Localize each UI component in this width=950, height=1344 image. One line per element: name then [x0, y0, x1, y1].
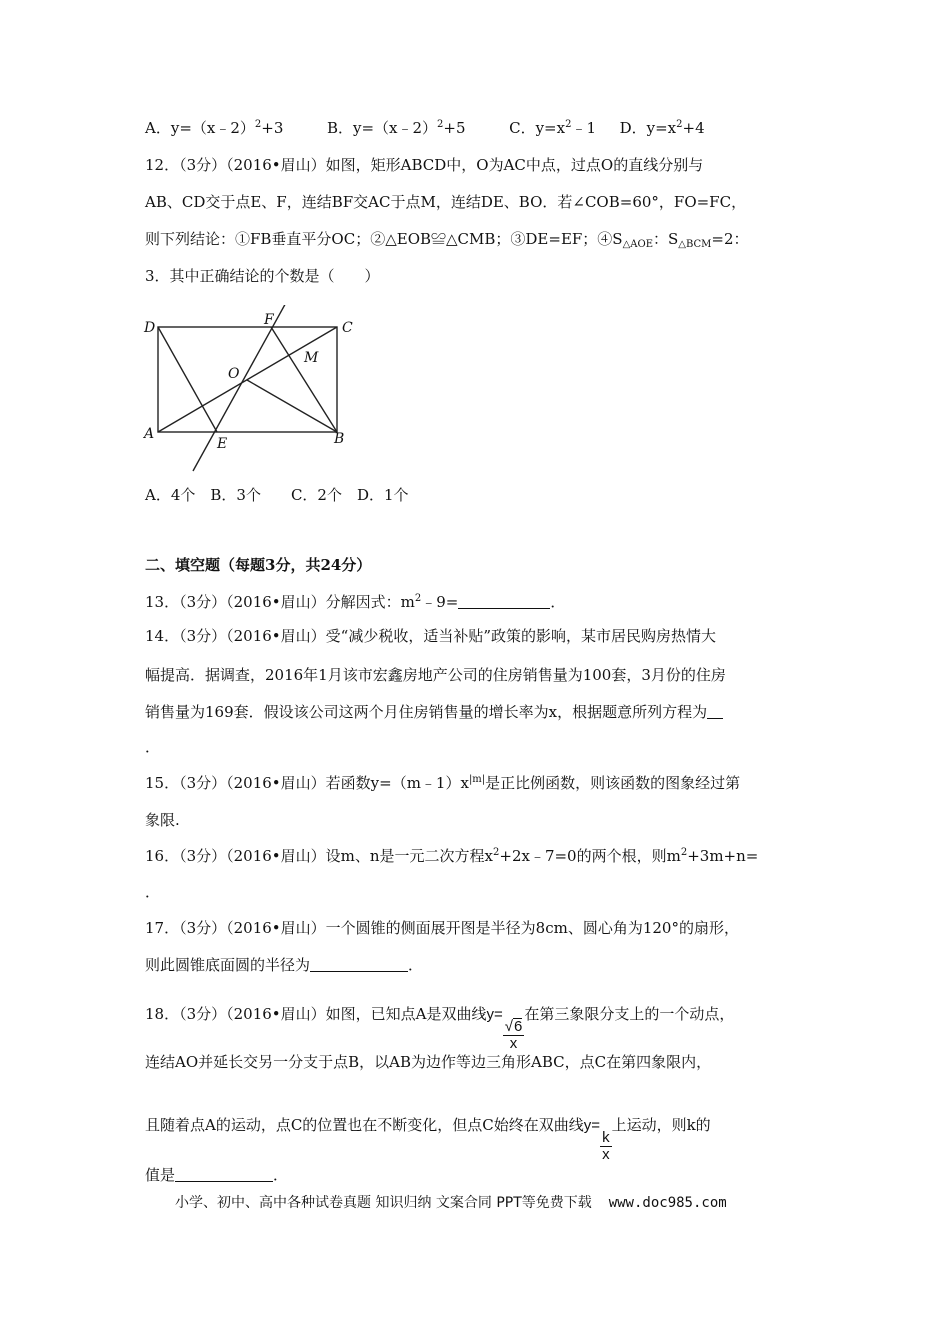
q14-line-2: 幅提高．据调查，2016年1月该市宏鑫房地产公司的住房销售量为100套，3月份的住房	[145, 666, 726, 684]
q16-line-1: 16．（3分）（2016•眉山）设m、n是一元二次方程$x^2+2x﹣7=0$的两个根，则$m^2+3m+n=$	[145, 847, 759, 865]
q12-line-1: 12．（3分）（2016•眉山）如图，矩形ABCD中，O为AC中点，过点O的直线分别与	[145, 156, 704, 174]
label-b: B	[334, 431, 345, 447]
q18-line-1: 18．（3分）（2016•眉山）如图，已知点A是双曲线y= $\frac{√6}{x}$ 在第三象限分支上的一个动点，	[145, 1005, 735, 1052]
q14-line-1: 14．（3分）（2016•眉山）受“减少税收，适当补贴”政策的影响，某市居民购房热情大	[145, 627, 716, 645]
label-f: F	[264, 312, 274, 328]
q14-line-3: 销售量为169套．假设该公司这两个月住房销售量的增长率为x，根据题意所列方程为	[145, 702, 723, 722]
q11-option-d: D．$y=x^2+4$	[619, 119, 705, 137]
label-d: D	[144, 320, 156, 336]
fraction-sqrt6-over-x: $\frac{√6}{x}$	[504, 1018, 523, 1052]
q18-line-2: 连结AO并延长交另一分支于点B，以AB为边作等边三角形ABC，点C在第四象限内，	[145, 1053, 712, 1071]
q18-line-4: 值是 ．	[145, 1166, 289, 1184]
rectangle-figure	[138, 305, 368, 475]
segment-bf	[271, 327, 337, 432]
q11-option-c: C．$y=x^2﹣1$	[509, 119, 597, 137]
footer-url[interactable]: www.doc985.com	[608, 1195, 727, 1211]
footer	[175, 1192, 727, 1212]
q11-option-a: A．y=（x﹣2）$^2$+3	[145, 119, 284, 137]
segment-de	[158, 327, 217, 432]
fraction-k-over-x: $\frac{k}{x}$	[602, 1129, 610, 1163]
answer-blank	[310, 957, 408, 972]
q12-line-3: 则下列结论：①FB垂直平分OC；②△EOB≌△CMB；③DE=EF；$④S_{\triangle AOE}$：$S_{\triangle BCM}=2$：	[145, 230, 749, 250]
q11-options	[145, 118, 705, 138]
q12-line-2: AB、CD交于点E、F，连结BF交AC于点M，连结DE、BO．若∠COB=60°，FO=FC，	[145, 193, 747, 211]
q15-line-2: 象限.	[145, 811, 180, 829]
q13: 13．（3分）（2016•眉山）分解因式：$m^2﹣9=$ ．	[145, 593, 566, 611]
q15-line-1: 15．（3分）（2016•眉山）若函数$y=(m﹣1)x^{|m|}$是正比例函数，则该函数的图象经过第	[145, 774, 741, 792]
label-e: E	[217, 436, 228, 452]
label-m: M	[304, 350, 319, 366]
q12-line-4: 3．其中正确结论的个数是（ ）	[145, 267, 380, 285]
footer-text: 小学、初中、高中各种试卷真题 知识归纳 文案合同 PPT等免费下载	[175, 1195, 592, 1211]
answer-blank	[458, 594, 550, 609]
q17-line-1: 17．（3分）（2016•眉山）一个圆锥的侧面展开图是半径为8cm、圆心角为120°的扇形，	[145, 919, 739, 937]
label-a: A	[144, 426, 155, 442]
q11-option-b: B．y=（x﹣2）$^2$+5	[326, 119, 466, 137]
q17-line-2: 则此圆锥底面圆的半径为 ．	[145, 956, 424, 974]
answer-blank	[175, 1167, 273, 1182]
line-ef	[193, 305, 288, 471]
section-heading: 二、填空题（每题3分，共24分）	[145, 556, 372, 574]
answer-blank	[707, 704, 723, 719]
q12-options: A．4个 B．3个 C．2个 D．1个	[145, 486, 409, 504]
label-o: O	[228, 366, 240, 382]
q18-line-3: 且随着点A的运动，点C的位置也在不断变化，但点C始终在双曲线y= $\frac{k}{x}$ 上运动，则k的	[145, 1116, 711, 1163]
label-c: C	[342, 320, 353, 336]
q16-line-2: ．	[145, 883, 161, 901]
q14-line-4: ．	[145, 738, 161, 756]
segment-bo	[247, 380, 337, 432]
